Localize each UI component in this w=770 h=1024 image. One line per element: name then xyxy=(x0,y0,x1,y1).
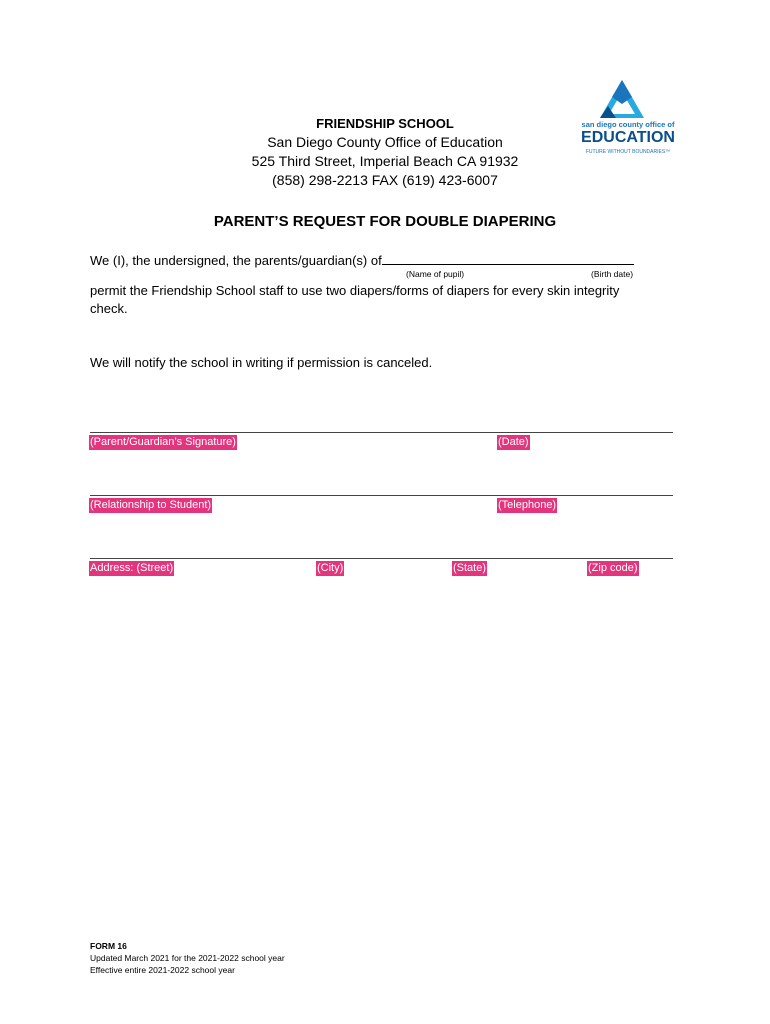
pupil-name-field[interactable] xyxy=(382,252,634,265)
logo-tagline: FUTURE WITHOUT BOUNDARIES™ xyxy=(585,149,671,155)
state-label: (State) xyxy=(453,562,487,574)
signature-line[interactable] xyxy=(90,432,673,433)
letterhead xyxy=(200,115,570,190)
school-phone-fax: (858) 298-2213 FAX (619) 423-6007 xyxy=(272,172,498,188)
signature-label: (Parent/Guardian’s Signature) xyxy=(90,436,236,448)
zip-label: (Zip code) xyxy=(588,562,638,574)
logo-top-text: san diego county office of xyxy=(581,120,675,129)
form-title: PARENT’S REQUEST FOR DOUBLE DIAPERING xyxy=(213,213,557,230)
org-name: San Diego County Office of Education xyxy=(267,134,503,150)
school-name: FRIENDSHIP SCHOOL xyxy=(316,116,454,131)
address-line[interactable] xyxy=(90,558,673,559)
name-of-pupil-hint: (Name of pupil) xyxy=(406,269,465,279)
birth-date-hint: (Birth date) xyxy=(591,269,634,279)
school-address: 525 Third Street, Imperial Beach CA 91932 xyxy=(251,153,519,169)
notify-text: We will notify the school in writing if permission is canceled. xyxy=(90,355,433,370)
permit-text: permit the Friendship School staff to use two diapers/forms of diapers for every skin integrity check. xyxy=(90,283,620,316)
relationship-label: (Relationship to Student) xyxy=(90,499,212,511)
city-label: (City) xyxy=(317,562,344,574)
street-label: Address: (Street) xyxy=(90,562,174,574)
consent-line xyxy=(90,252,634,270)
triangle-logo-icon xyxy=(572,78,684,168)
logo-main-text: EDUCATION xyxy=(581,129,675,146)
relationship-line[interactable] xyxy=(90,495,673,496)
effective-note: Effective entire 2021-2022 school year xyxy=(90,965,235,975)
telephone-label: (Telephone) xyxy=(498,499,557,511)
updated-note: Updated March 2021 for the 2021-2022 school year xyxy=(90,953,285,963)
sdcoe-logo xyxy=(572,78,684,168)
form-number: FORM 16 xyxy=(90,941,127,951)
date-label: (Date) xyxy=(498,436,529,448)
consent-prefix: We (I), the undersigned, the parents/guardian(s) of xyxy=(90,253,382,268)
form-footer xyxy=(90,940,285,976)
